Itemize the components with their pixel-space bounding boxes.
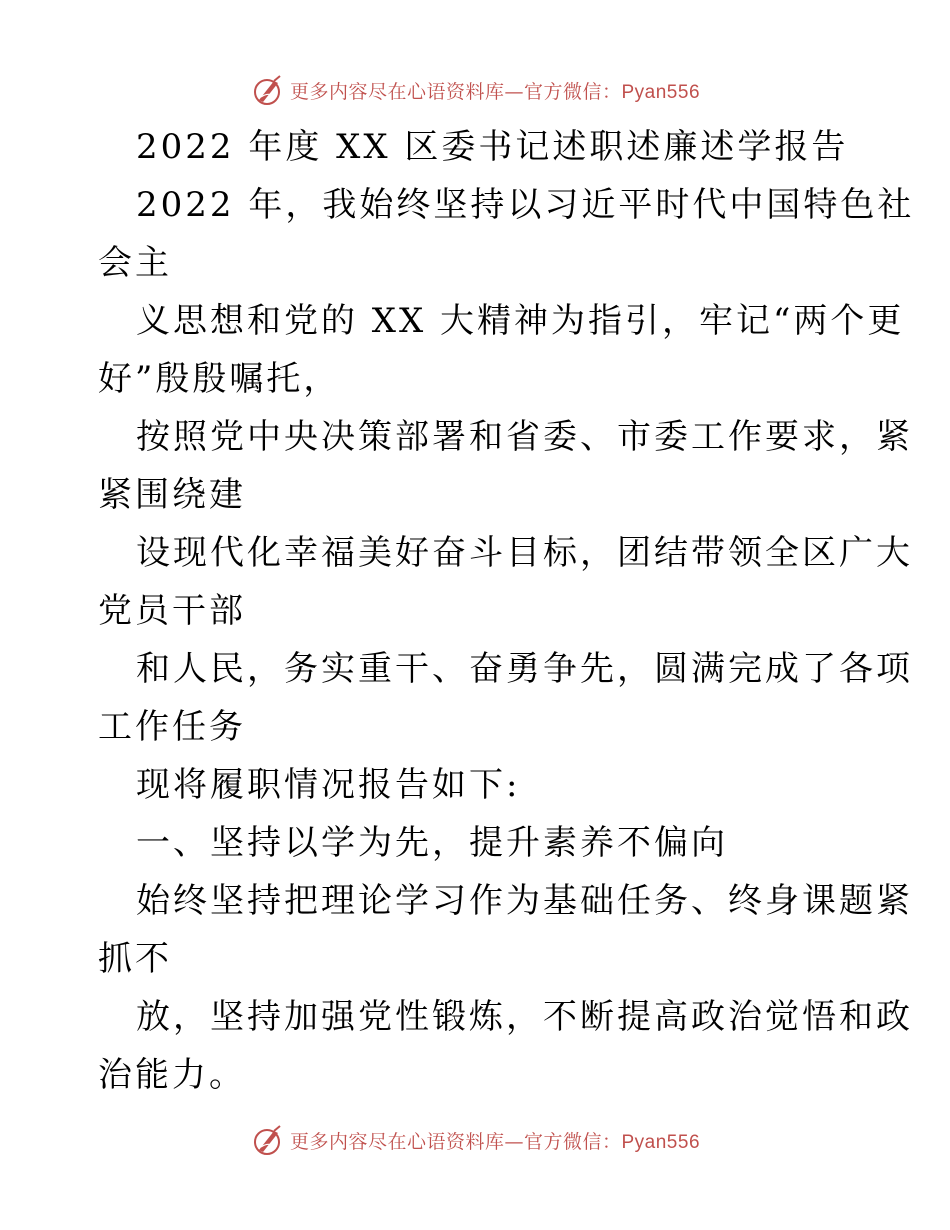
- text-line: 义思想和党的 XX 大精神为指引，牢记“两个更: [136, 301, 905, 341]
- text-line: 设现代化幸福美好奋斗目标，团结带领全区广大: [136, 533, 913, 573]
- text-line: 现将履职情况报告如下:: [136, 765, 521, 805]
- text-line: 一、坚持以学为先，提升素养不偏向: [136, 823, 728, 863]
- watermark-text: 更多内容尽在心语资料库—官方微信：Pyan556: [289, 1130, 701, 1153]
- quill-pen-logo-icon: [250, 73, 284, 107]
- text-line: 党员干部: [98, 591, 246, 631]
- text-line: 治能力。: [98, 1055, 246, 1095]
- header-watermark: [0, 70, 950, 110]
- document-title: 2022 年度 XX 区委书记述职述廉述学报告: [136, 127, 849, 167]
- text-line: 紧围绕建: [98, 475, 246, 515]
- document-body: [98, 118, 915, 1104]
- text-line: 会主: [98, 243, 172, 283]
- text-line: 工作任务: [98, 707, 246, 747]
- text-line: 抓不: [98, 939, 172, 979]
- text-line: 按照党中央决策部署和省委、市委工作要求，紧: [136, 417, 913, 457]
- text-line: 好”殷殷嘱托，: [98, 359, 341, 399]
- quill-pen-logo-icon: [250, 1123, 284, 1157]
- text-line: 放，坚持加强党性锻炼，不断提高政治觉悟和政: [136, 997, 913, 1037]
- footer-watermark: [0, 1120, 950, 1160]
- watermark-text: 更多内容尽在心语资料库—官方微信：Pyan556: [289, 80, 701, 103]
- text-line: 和人民，务实重干、奋勇争先，圆满完成了各项: [136, 649, 913, 689]
- text-line: 2022 年，我始终坚持以习近平时代中国特色社: [136, 185, 915, 225]
- text-line: 始终坚持把理论学习作为基础任务、终身课题紧: [136, 881, 913, 921]
